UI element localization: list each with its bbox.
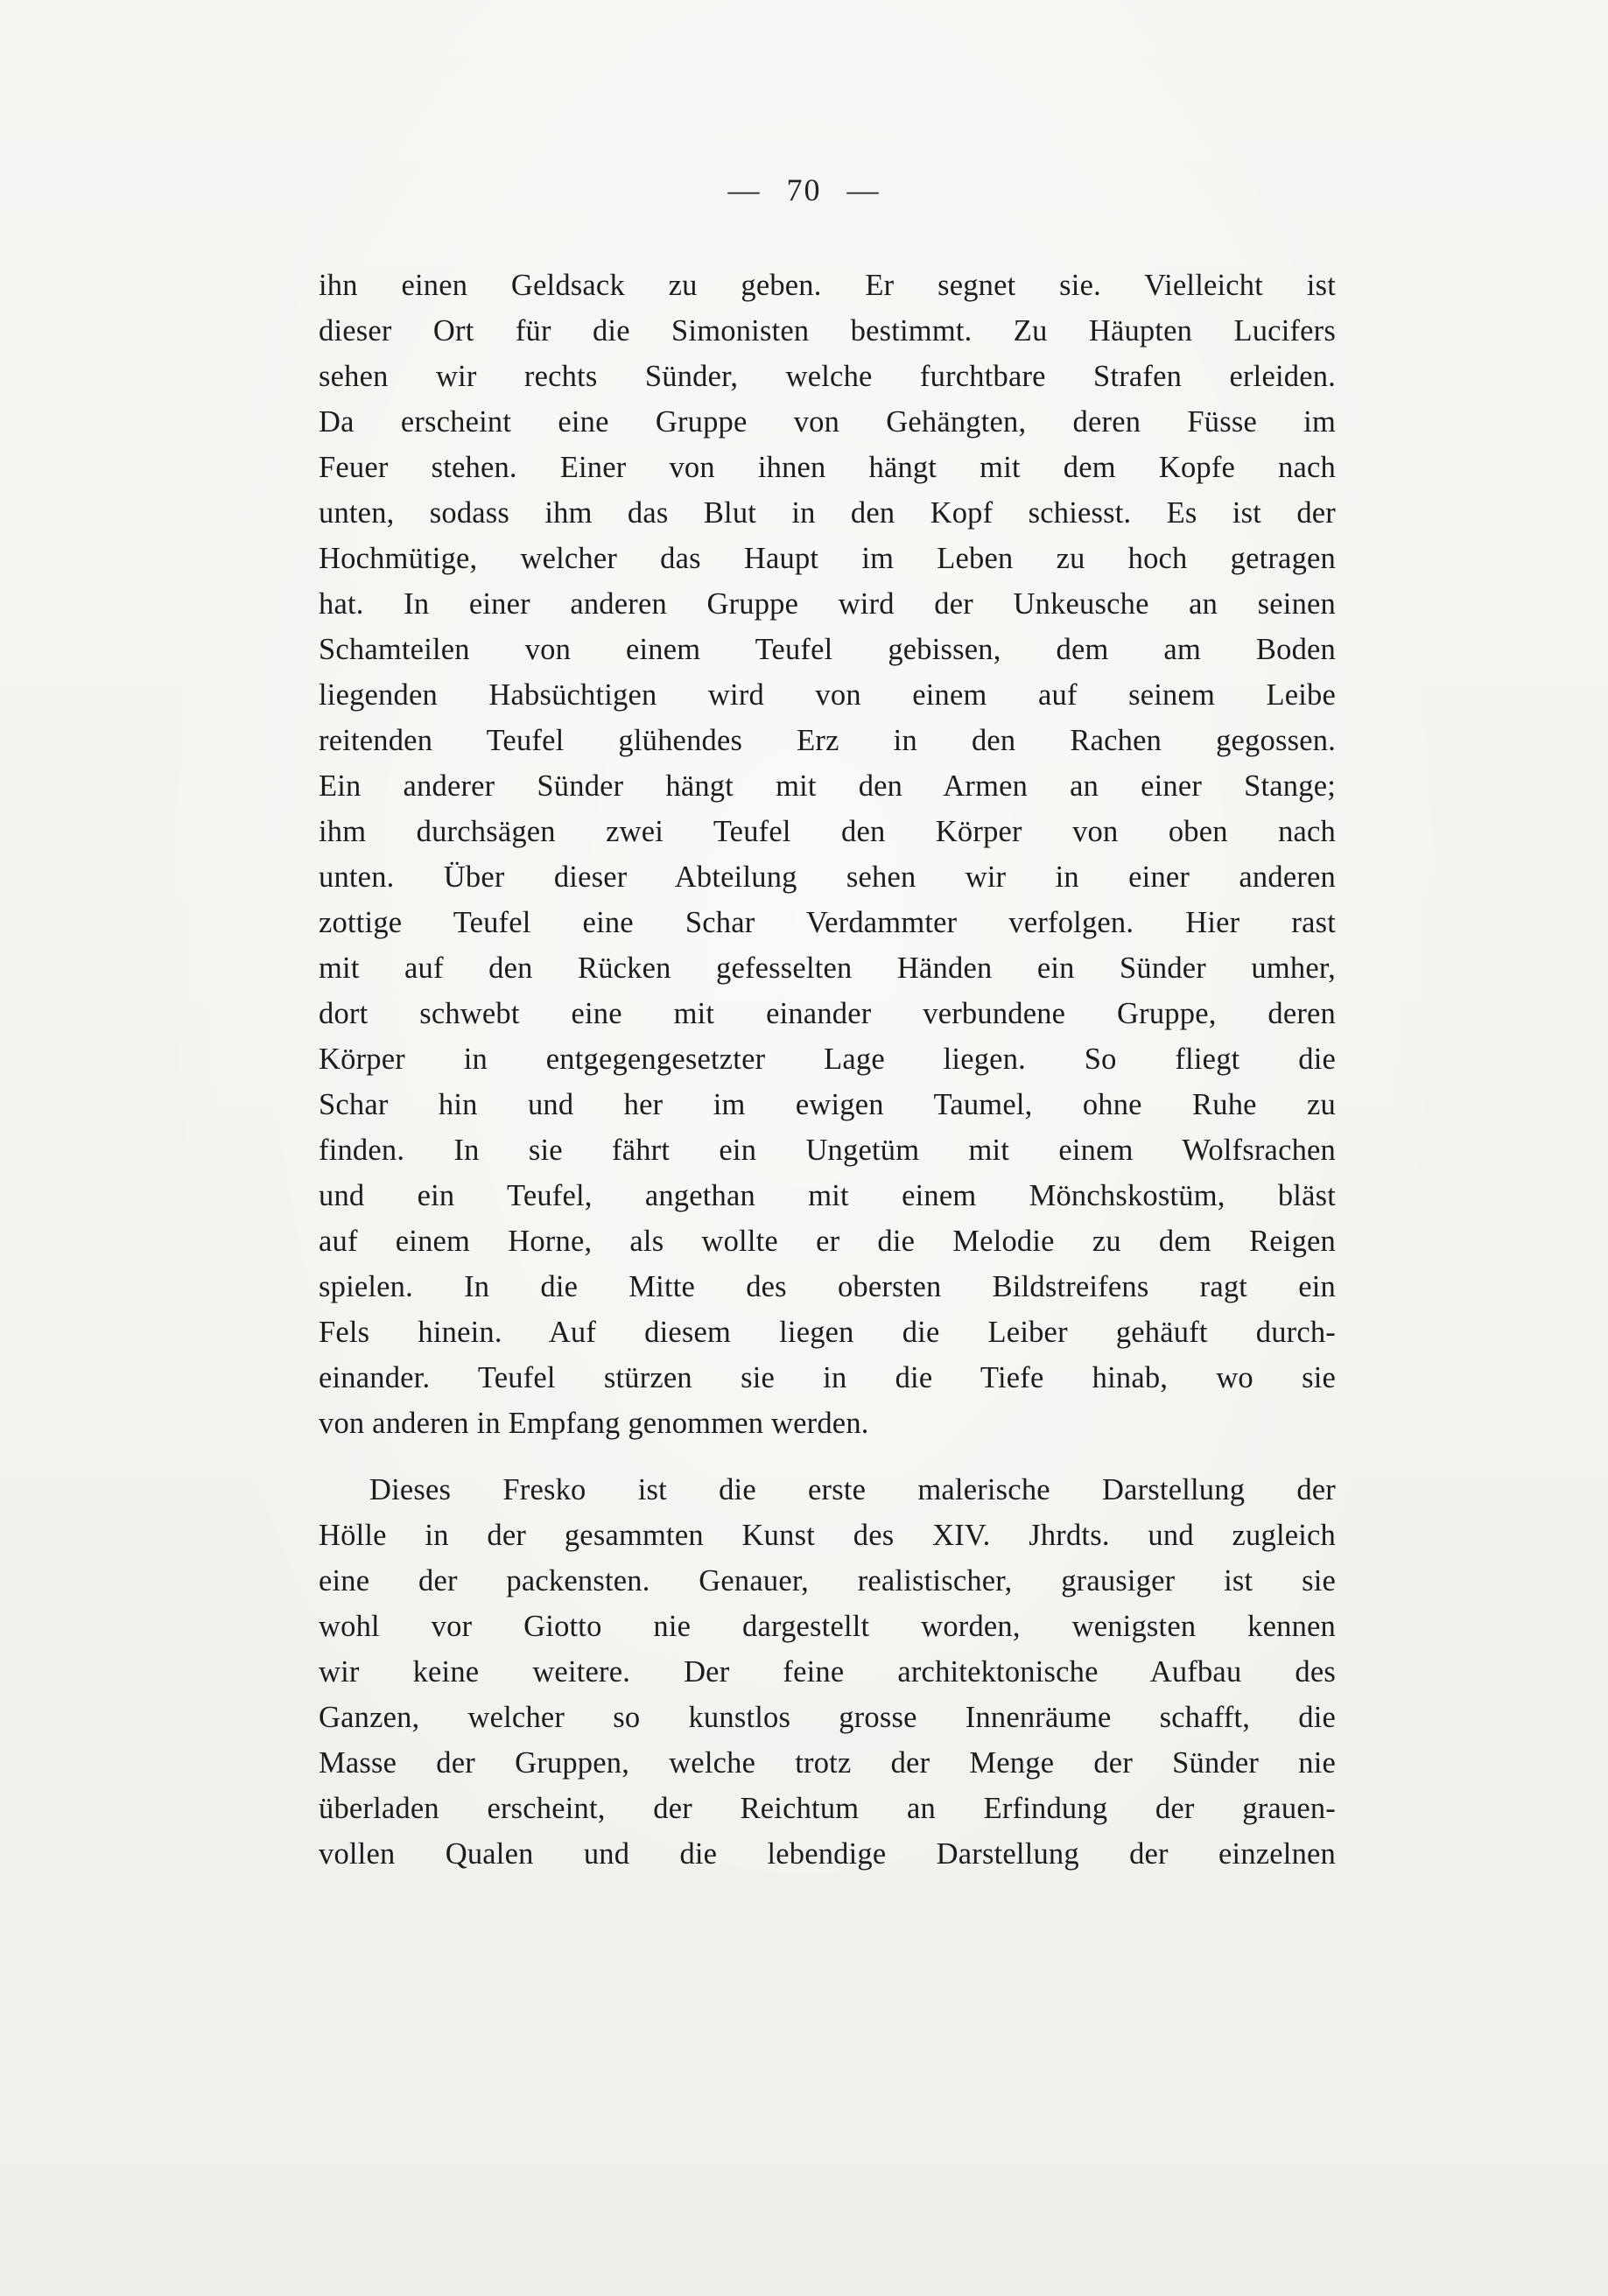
text-line: von anderen in Empfang genommen werden. bbox=[319, 1407, 869, 1440]
text-line: reitenden Teufel glühendes Erz in den Rachen gegossen. bbox=[319, 724, 1336, 757]
text-line: Da erscheint eine Gruppe von Gehängten, deren Füsse im bbox=[319, 405, 1336, 439]
text-line: Masse der Gruppen, welche trotz der Menge der Sünder nie bbox=[319, 1746, 1336, 1780]
text-line: und ein Teufel, angethan mit einem Mönchskostüm, bläst bbox=[319, 1179, 1336, 1212]
text-line: Ganzen, welcher so kunstlos grosse Innenräume schafft, die bbox=[319, 1701, 1336, 1734]
paragraph-2 bbox=[319, 1467, 1336, 1877]
text-line: Fels hinein. Auf diesem liegen die Leiber gehäuft durch- bbox=[319, 1316, 1336, 1349]
text-line: Hochmütige, welcher das Haupt im Leben zu hoch getragen bbox=[319, 542, 1336, 575]
text-line: unten, sodass ihm das Blut in den Kopf schiesst. Es ist der bbox=[319, 496, 1336, 530]
text-line: Schamteilen von einem Teufel gebissen, dem am Boden bbox=[319, 633, 1336, 666]
text-line: einander. Teufel stürzen sie in die Tiefe hinab, wo sie bbox=[319, 1361, 1336, 1394]
text-block bbox=[319, 263, 1336, 1877]
text-line: mit auf den Rücken gefesselten Händen ein Sünder umher, bbox=[319, 951, 1336, 985]
text-line: liegenden Habsüchtigen wird von einem auf seinem Leibe bbox=[319, 678, 1336, 712]
text-line: überladen erscheint, der Reichtum an Erfindung der grauen- bbox=[319, 1792, 1336, 1825]
page-number: — 70 — bbox=[727, 172, 881, 207]
text-line: spielen. In die Mitte des obersten Bildstreifens ragt ein bbox=[319, 1270, 1336, 1303]
text-line: finden. In sie fährt ein Ungetüm mit einem Wolfsrachen bbox=[319, 1134, 1336, 1167]
text-line: Ein anderer Sünder hängt mit den Armen an einer Stange; bbox=[319, 769, 1336, 803]
text-line: vollen Qualen und die lebendige Darstellung der einzelnen bbox=[319, 1837, 1336, 1871]
text-line: Schar hin und her im ewigen Taumel, ohne Ruhe zu bbox=[319, 1088, 1336, 1121]
text-line: zottige Teufel eine Schar Verdammter verfolgen. Hier rast bbox=[319, 906, 1336, 939]
text-line: wohl vor Giotto nie dargestellt worden, wenigsten kennen bbox=[319, 1610, 1336, 1643]
text-line: unten. Über dieser Abteilung sehen wir in einer anderen bbox=[319, 860, 1336, 894]
text-line: Körper in entgegengesetzter Lage liegen. So fliegt die bbox=[319, 1043, 1336, 1076]
text-line: Dieses Fresko ist die erste malerische Darstellung der bbox=[369, 1473, 1336, 1506]
text-line: wir keine weitere. Der feine architektonische Aufbau des bbox=[319, 1655, 1336, 1689]
paragraph-1 bbox=[319, 263, 1336, 1446]
text-line: Feuer stehen. Einer von ihnen hängt mit dem Kopfe nach bbox=[319, 451, 1336, 484]
text-line: dort schwebt eine mit einander verbundene Gruppe, deren bbox=[319, 997, 1336, 1030]
text-line: ihm durchsägen zwei Teufel den Körper von oben nach bbox=[319, 815, 1336, 848]
text-line: eine der packensten. Genauer, realistischer, grausiger ist sie bbox=[319, 1564, 1336, 1597]
text-line: sehen wir rechts Sünder, welche furchtbare Strafen erleiden. bbox=[319, 360, 1336, 393]
text-line: Hölle in der gesammten Kunst des XIV. Jhrdts. und zugleich bbox=[319, 1519, 1336, 1552]
text-line: dieser Ort für die Simonisten bestimmt. Zu Häupten Lucifers bbox=[319, 314, 1336, 348]
text-line: auf einem Horne, als wollte er die Melodie zu dem Reigen bbox=[319, 1225, 1336, 1258]
text-line: ihn einen Geldsack zu geben. Er segnet sie. Vielleicht ist bbox=[319, 269, 1336, 302]
text-line: hat. In einer anderen Gruppe wird der Unkeusche an seinen bbox=[319, 587, 1336, 621]
